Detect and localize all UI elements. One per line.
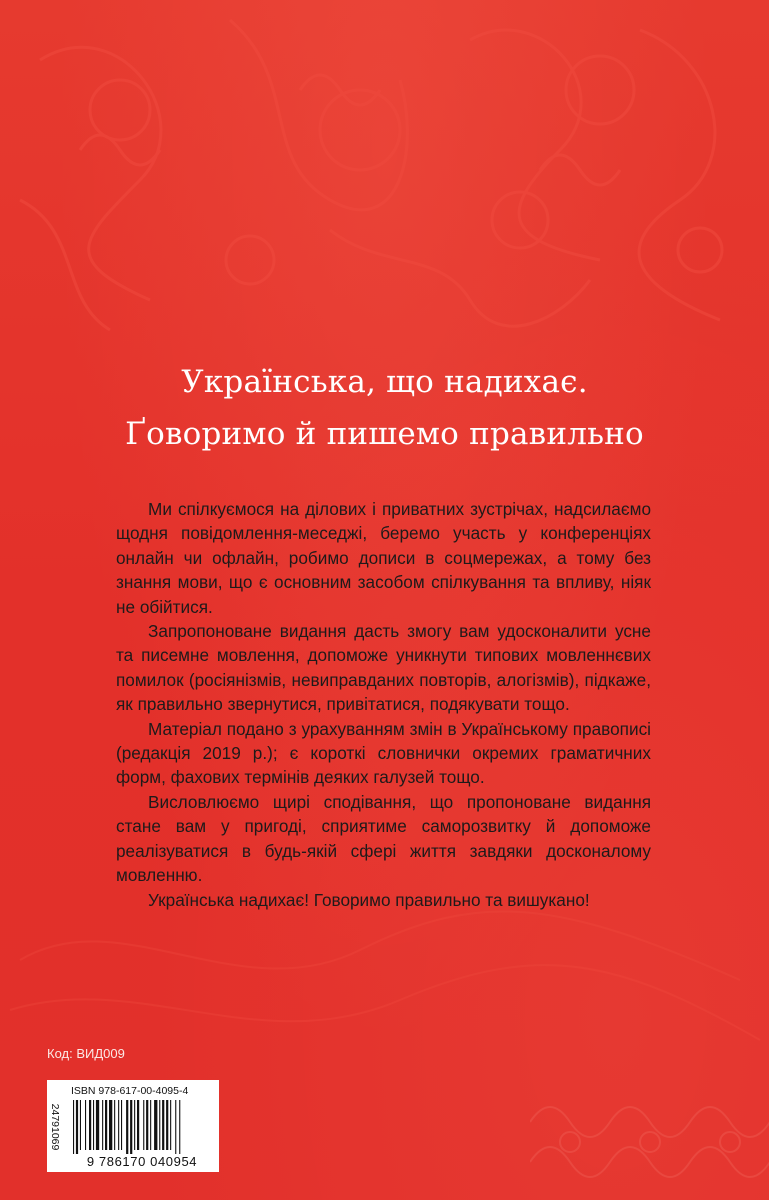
title-line-2: Ґоворимо й пишемо правильно <box>125 416 644 452</box>
barcode-bar <box>162 1100 164 1150</box>
barcode-bar <box>102 1100 103 1150</box>
barcode-bar <box>80 1100 81 1150</box>
paragraph-3: Матеріал подано з урахуванням змін в Українському правописі (редакція 2019 р.); є короткі словнички окремих граматичних форм, фахових термінів деяких галузей тощо. <box>116 718 651 788</box>
paragraph-2: Запропоноване видання дасть змогу вам удосконалити усне та писемне мовлення, допоможе уникнути типових мовленнєвих помилок (росіянізмів, невиправданих повторів, алогізмів), підкаже, як правильно звернутися, привітатися, подякувати тощо. <box>116 621 651 715</box>
barcode-bar <box>126 1100 128 1154</box>
barcode-bar <box>179 1100 180 1154</box>
barcode-label <box>47 1080 219 1172</box>
barcode-bar <box>105 1100 107 1150</box>
barcode-bar <box>175 1100 176 1154</box>
description-text <box>116 497 651 912</box>
barcode-bar <box>93 1100 94 1150</box>
product-code: Код: ВИД009 <box>47 1046 125 1061</box>
barcode-bar <box>118 1100 119 1150</box>
barcode-bar <box>96 1100 99 1150</box>
paragraph-4: Висловлюємо щирі сподівання, що пропоноване видання стане вам у пригоді, сприятиме саморозвитку й допоможе реалізуватися в будь-якій сфері життя завдяки досконалому мовленню. <box>116 791 651 886</box>
barcode-bar <box>143 1100 144 1150</box>
paragraph-1: Ми спілкуємося на ділових і приватних зустрічах, надсилаємо щодня повідомлення-меседжі, беремо участь у конференціях онлайн чи офлайн, робимо дописи в соцмережах, а тому без знання мови, що є основним засобом спілкування та впливу, ніяк не обійтися. <box>116 499 651 617</box>
barcode-bar <box>134 1100 135 1150</box>
barcode-bar <box>137 1100 139 1150</box>
title-line-1: Українська, що надихає. <box>181 364 588 400</box>
barcode-bar <box>85 1100 86 1150</box>
isbn-text: ISBN 978-617-00-4095-4 <box>71 1085 189 1097</box>
barcode-bar <box>89 1100 91 1150</box>
barcode-bar <box>109 1100 112 1150</box>
barcode-side-number: 24791069 <box>49 1103 61 1151</box>
barcode-bar <box>154 1100 157 1150</box>
paragraph-5: Українська надихає! Говоримо правильно та вишукано! <box>148 889 590 910</box>
barcode-bar <box>114 1100 115 1150</box>
barcode-bar <box>146 1100 148 1150</box>
barcode-bar <box>159 1100 160 1150</box>
barcode-icon <box>71 1100 213 1154</box>
barcode-bar <box>170 1100 171 1150</box>
barcode-bar <box>76 1100 78 1154</box>
barcode-bar <box>73 1100 74 1154</box>
barcode-bar <box>150 1100 151 1150</box>
barcode-bar <box>121 1100 122 1150</box>
bottom-ornament-strip <box>530 1082 769 1200</box>
barcode-bar <box>166 1100 168 1150</box>
barcode-bar <box>130 1100 132 1154</box>
barcode-digits: 9 786170 040954 <box>86 1154 198 1169</box>
